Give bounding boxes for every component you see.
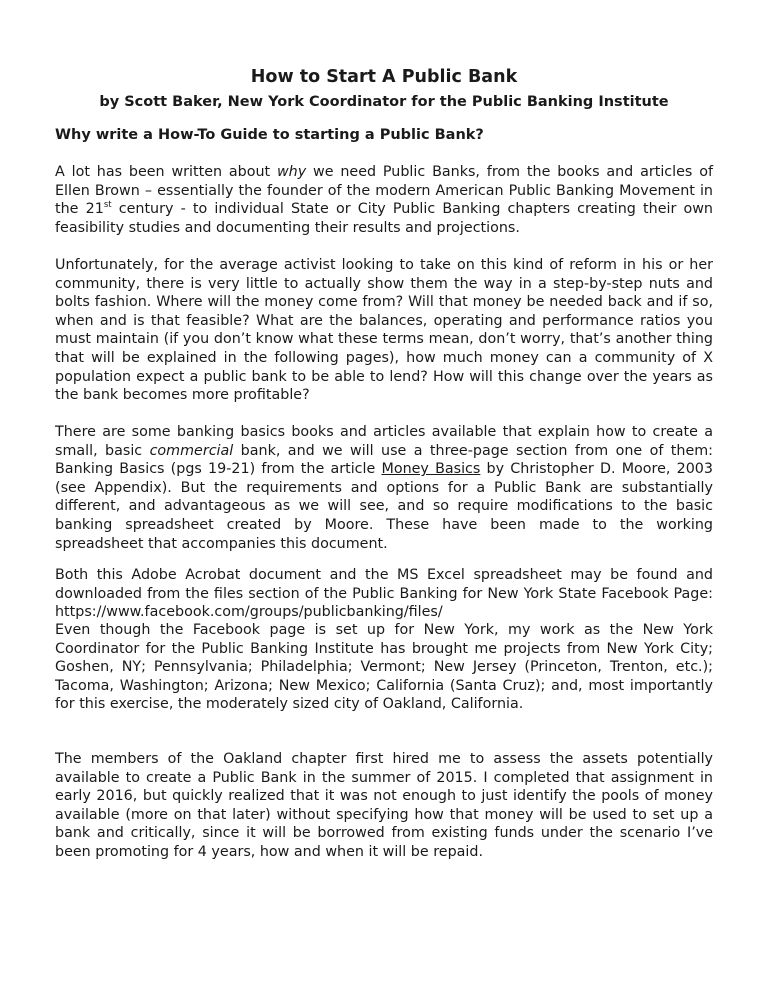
paragraph-4: Both this Adobe Acrobat document and the MS Excel spreadsheet may be found and downloaded from the files section of the Public Banking for New York State Facebook Page: https://www.facebook.com/groups/publicbanking/files/ [55, 567, 713, 621]
paragraph-3-part-c: by Christopher D. Moore, 2003 (see Appendix). But the requirements and options for a Public Bank are substantially different, and advantageous as we will see, and so require modifications to the basic banking spreadsheet created by Moore. These have been made to the working spreadsheet that accompanies this document. [55, 461, 714, 552]
document-byline: by Scott Baker, New York Coordinator for the Public Banking Institute [99, 94, 669, 110]
emphasis-why: why [276, 164, 307, 180]
section-heading: Why write a How-To Guide to starting a Public Bank? [55, 127, 484, 143]
paragraph-1-part-b: we need Public Banks, from the books and articles of Ellen Brown – essentially the founder of the modern American Public Banking Movement in the 21 [55, 164, 713, 218]
paragraph-1 [55, 163, 713, 237]
paragraph-2: Unfortunately, for the average activist looking to take on this kind of reform in his or her community, there is very little to actually show them the way in a step-by-step nuts and bolts fashion. Where will the money come from? Will that money be needed back and if so, when and is that feasible? What are the balances, operating and performance ratios you must maintain (if you don’t know what these terms mean, don’t worry, that’s another thing that will be explained in the following pages), how much money can a community of X population expect a public bank to be able to lend? How will this change over the years as the bank becomes more profitable? [55, 257, 713, 404]
superscript-st: st [103, 200, 112, 211]
document-title: How to Start A Public Bank [250, 67, 518, 87]
paragraph-3-part-b: bank, and we will use a three-page section from one of them: Banking Basics (pgs 19-21) from the article [55, 442, 713, 478]
paragraph-3-part-a: There are some banking basics books and articles available that explain how to create a small, basic [55, 424, 713, 459]
paragraph-1-part-a: A lot has been written about [55, 164, 277, 180]
paragraph-6: The members of the Oakland chapter first hired me to assess the assets potentially available to create a Public Bank in the summer of 2015. I completed that assignment in early 2016, but quickly realized that it was not enough to just identify the pools of money available (more on that later) without specifying how that money will be used to set up a bank and critically, since it will be borrowed from existing funds under the scenario I’ve been promoting for 4 years, how and when it will be repaid. [55, 751, 713, 860]
money-basics-link[interactable]: Money Basics [381, 461, 481, 478]
emphasis-commercial: commercial [149, 442, 234, 459]
paragraph-3 [55, 423, 713, 553]
paragraph-1-part-c: century - to individual State or City Public Banking chapters creating their own feasibility studies and documenting their results and projections. [55, 201, 713, 236]
paragraph-5: Even though the Facebook page is set up for New York, my work as the New York Coordinator for the Public Banking Institute has brought me projects from New York City; Goshen, NY; Pennsylvania; Philadelphia; Vermont; New Jersey (Princeton, Trenton, etc.); Tacoma, Washington; Arizona; New Mexico; California (Santa Cruz); and, most importantly for this exercise, the moderately sized city of Oakland, California. [55, 622, 713, 713]
